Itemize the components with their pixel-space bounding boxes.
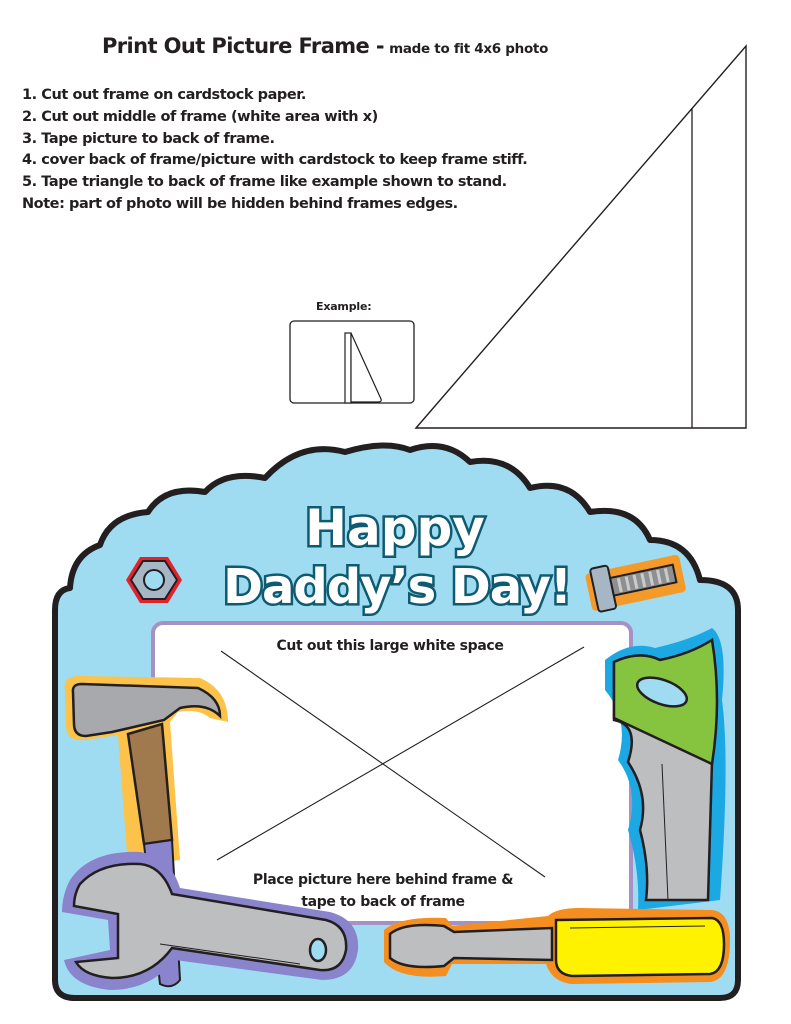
- example-diagram: [290, 321, 414, 403]
- picture-frame[interactable]: [55, 445, 738, 998]
- instruction-step: 1. Cut out frame on cardstock paper.: [22, 87, 306, 103]
- screwdriver-icon: [384, 908, 730, 984]
- place-instruction-line1: Place picture here behind frame &: [252, 872, 514, 888]
- title-subtitle: made to fit 4x6 photo: [389, 41, 549, 57]
- instruction-step: 3. Tape picture to back of frame.: [22, 130, 275, 147]
- title-main: Print Out Picture Frame -: [102, 34, 385, 58]
- instruction-step: 2. Cut out middle of frame (white area with x): [22, 108, 378, 125]
- heading-line-2: Daddy’s Day!: [223, 559, 571, 615]
- example-label: Example:: [316, 300, 372, 313]
- instruction-step: 5. Tape triangle to back of frame like example shown to stand.: [22, 174, 507, 191]
- instruction-note: Note: part of photo will be hidden behind frames edges.: [22, 195, 458, 212]
- heading-line-1: Happy: [305, 499, 485, 557]
- instruction-step: 4. cover back of frame/picture with cardstock to keep frame stiff.: [22, 152, 528, 169]
- stand-triangle-cutout[interactable]: [416, 46, 746, 428]
- cutout-instruction: Cut out this large white space: [276, 638, 504, 654]
- place-instruction-line2: tape to back of frame: [301, 894, 465, 910]
